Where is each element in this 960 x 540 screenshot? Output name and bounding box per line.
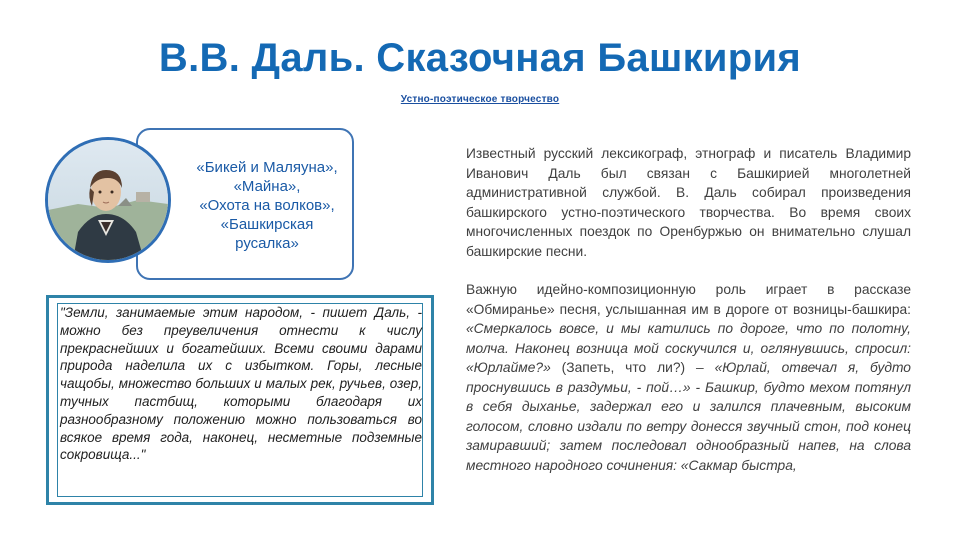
work-item: «Башкирская: [220, 216, 314, 233]
paragraph-biography: Известный русский лексикограф, этнограф и писатель Владимир Иванович Даль был связан с Башкирией многолетней административной службой. В. Даль собирал произведения башкирского устно-поэтического творчества. Во время своих многочисленных поездок по Оренбуржью он внимательно слушал башкирские песни.: [466, 146, 911, 259]
portrait-illustration: [48, 140, 168, 260]
slide-subtitle: Устно-поэтическое творчество: [400, 94, 560, 105]
dal-quote: "Земли, занимаемые этим народом, - пишет Даль, - можно без преувеличения отнести к числу прекраснейших и богатейших. Всеми своими дарами природа наделила их с избытком. Горы, лесные чащобы, множество больших и малых рек, ручьев, озер, тучных пастбищ, которыми благодаря их разнообразному положению можно пользоваться во всякое время года, наконец, несметные подземные сокровища...": [60, 305, 422, 463]
paragraph-song-rest: – «Юрлай, отвечал я, будто проснувшись в раздумьи, - пой…» - Башкир, будто мехом потянул в себя дыханье, задержал его и залился плачевным, высоким голосом, словно издали по ветру донесся звучный стон, под конец замиравший; затем последовал однообразный напев, на слова местного народного сочинения: «Сакмар быстра,: [466, 360, 911, 473]
work-item: «Охота на волков»,: [199, 197, 335, 214]
work-item: «Майна»,: [233, 178, 301, 195]
dal-portrait-image: [45, 137, 171, 263]
work-item: «Бикей и Маляуна»,: [196, 159, 338, 176]
main-text: [466, 144, 911, 475]
slide-title: В.В. Даль. Сказочная Башкирия: [158, 36, 802, 80]
paragraph-song: [466, 280, 911, 475]
paragraph-song-aside: (Запеть, что ли?): [561, 360, 686, 375]
paragraph-song-intro: Важную идейно-композиционную роль играет в рассказе «Обмиранье» песня, услышанная им в дороге от возницы-башкира:: [466, 282, 911, 317]
paragraph-song-quote: «Смеркалось вовсе, и мы катились по дороге, что по полотну, молча. Наконец возница мой соскучился и, оглянувшись, спросил: «Юрлайме?»: [466, 321, 911, 375]
work-item: русалка»: [235, 235, 299, 252]
works-list: [188, 158, 346, 253]
